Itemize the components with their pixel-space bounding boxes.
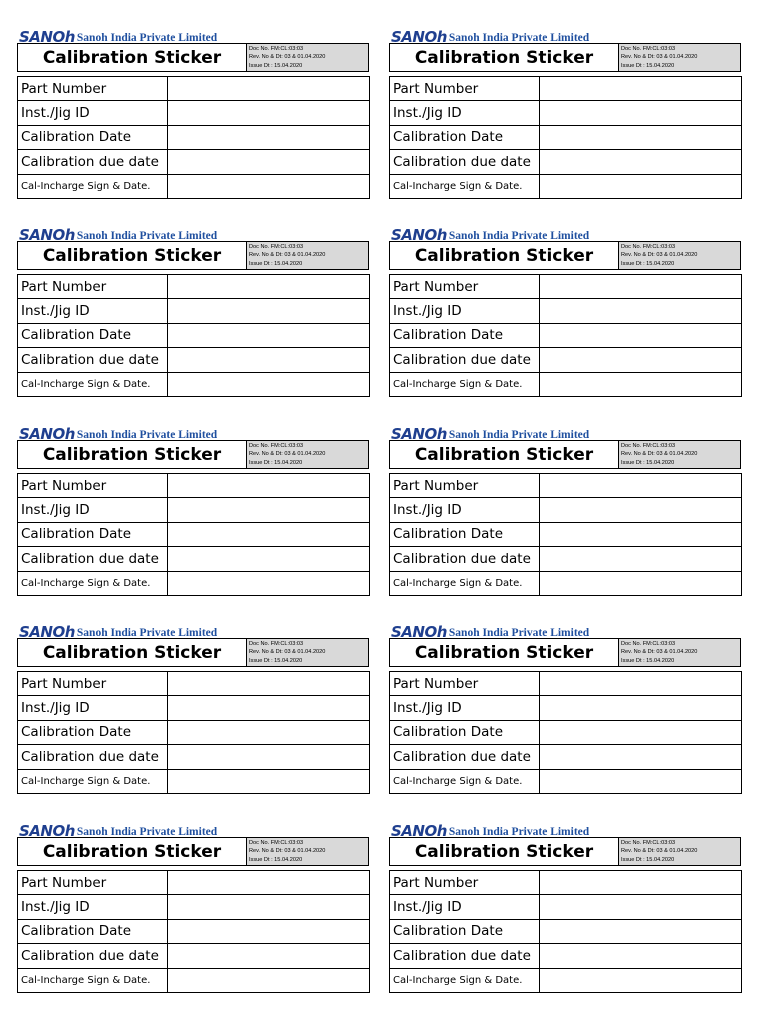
doc-number: Doc No. FM:CL:03:03 <box>249 46 304 52</box>
inst-jig-id-field[interactable] <box>540 299 742 323</box>
table-row <box>18 696 370 720</box>
table-row <box>390 769 742 793</box>
sanoh-logo: SANOh <box>19 822 75 840</box>
inst-jig-id-label: Inst./Jig ID <box>18 696 168 720</box>
calibration-date-field[interactable] <box>168 720 370 744</box>
cal-incharge-sign-label: Cal-Incharge Sign & Date. <box>390 372 540 396</box>
calibration-sticker <box>17 223 369 406</box>
table-row <box>18 323 370 347</box>
inst-jig-id-field[interactable] <box>168 299 370 323</box>
brand-header <box>19 620 217 640</box>
part-number-label: Part Number <box>390 672 540 696</box>
table-row <box>390 944 742 968</box>
sticker-title: Calibration Sticker <box>390 242 619 269</box>
calibration-due-date-label: Calibration due date <box>18 547 168 571</box>
part-number-field[interactable] <box>540 672 742 696</box>
document-control-box <box>247 242 368 269</box>
calibration-date-field[interactable] <box>168 125 370 149</box>
table-row <box>18 571 370 595</box>
inst-jig-id-field[interactable] <box>540 895 742 919</box>
cal-incharge-sign-field[interactable] <box>168 968 370 992</box>
cal-incharge-sign-label: Cal-Incharge Sign & Date. <box>390 174 540 198</box>
inst-jig-id-field[interactable] <box>540 696 742 720</box>
calibration-fields-table <box>17 870 370 993</box>
title-bar <box>17 638 369 667</box>
table-row <box>390 498 742 522</box>
company-name: Sanoh India Private Limited <box>448 826 590 838</box>
inst-jig-id-field[interactable] <box>168 498 370 522</box>
calibration-sticker <box>389 422 741 605</box>
calibration-sticker <box>389 620 741 803</box>
company-name: Sanoh India Private Limited <box>76 32 218 44</box>
sticker-title: Calibration Sticker <box>390 441 619 468</box>
revision-number: Rev. No & Dt: 03 & 01.04.2020 <box>249 451 326 458</box>
calibration-due-date-label: Calibration due date <box>390 547 540 571</box>
table-row <box>18 125 370 149</box>
doc-number: Doc No. FM:CL:03:03 <box>621 244 676 250</box>
calibration-fields-table <box>389 870 742 993</box>
table-row <box>18 968 370 992</box>
table-row <box>18 174 370 198</box>
table-row <box>390 919 742 943</box>
inst-jig-id-label: Inst./Jig ID <box>390 498 540 522</box>
issue-date: Issue Dt : 15.04.2020 <box>249 856 303 863</box>
table-row <box>390 77 742 101</box>
cal-incharge-sign-label: Cal-Incharge Sign & Date. <box>18 769 168 793</box>
calibration-fields-table <box>389 671 742 794</box>
sanoh-logo: SANOh <box>19 623 75 641</box>
calibration-sticker <box>17 25 369 208</box>
sanoh-logo: SANOh <box>391 822 447 840</box>
part-number-field[interactable] <box>540 871 742 895</box>
cal-incharge-sign-field[interactable] <box>540 174 742 198</box>
calibration-fields-table <box>389 274 742 397</box>
document-control-box <box>247 441 368 468</box>
calibration-due-date-field[interactable] <box>540 547 742 571</box>
table-row <box>390 696 742 720</box>
calibration-date-label: Calibration Date <box>18 323 168 347</box>
calibration-fields-table <box>17 671 370 794</box>
calibration-due-date-field[interactable] <box>168 150 370 174</box>
title-bar <box>389 440 741 469</box>
part-number-field[interactable] <box>168 474 370 498</box>
revision-number: Rev. No & Dt: 03 & 01.04.2020 <box>621 252 698 259</box>
title-bar <box>17 43 369 72</box>
sanoh-logo: SANOh <box>391 28 447 46</box>
cal-incharge-sign-field[interactable] <box>540 372 742 396</box>
table-row <box>390 275 742 299</box>
brand-header <box>391 620 589 640</box>
table-row <box>18 720 370 744</box>
brand-header <box>391 819 589 839</box>
revision-number: Rev. No & Dt: 03 & 01.04.2020 <box>249 252 326 259</box>
calibration-sticker <box>389 819 741 1002</box>
issue-date: Issue Dt : 15.04.2020 <box>621 459 675 466</box>
calibration-date-label: Calibration Date <box>18 522 168 546</box>
part-number-label: Part Number <box>390 77 540 101</box>
calibration-date-label: Calibration Date <box>390 323 540 347</box>
issue-date: Issue Dt : 15.04.2020 <box>249 62 303 69</box>
inst-jig-id-label: Inst./Jig ID <box>390 299 540 323</box>
document-control-box <box>619 44 740 71</box>
sticker-title: Calibration Sticker <box>18 441 247 468</box>
inst-jig-id-label: Inst./Jig ID <box>18 299 168 323</box>
calibration-fields-table <box>17 473 370 596</box>
table-row <box>18 299 370 323</box>
table-row <box>18 672 370 696</box>
calibration-due-date-label: Calibration due date <box>390 745 540 769</box>
part-number-field[interactable] <box>540 77 742 101</box>
cal-incharge-sign-field[interactable] <box>168 372 370 396</box>
revision-number: Rev. No & Dt: 03 & 01.04.2020 <box>249 649 326 656</box>
part-number-label: Part Number <box>390 275 540 299</box>
revision-number: Rev. No & Dt: 03 & 01.04.2020 <box>621 649 698 656</box>
company-name: Sanoh India Private Limited <box>448 429 590 441</box>
table-row <box>390 299 742 323</box>
part-number-label: Part Number <box>18 77 168 101</box>
part-number-field[interactable] <box>168 275 370 299</box>
sanoh-logo: SANOh <box>19 28 75 46</box>
table-row <box>18 348 370 372</box>
part-number-label: Part Number <box>18 672 168 696</box>
brand-header <box>391 422 589 442</box>
table-row <box>18 77 370 101</box>
inst-jig-id-label: Inst./Jig ID <box>390 101 540 125</box>
calibration-date-field[interactable] <box>540 125 742 149</box>
table-row <box>390 323 742 347</box>
issue-date: Issue Dt : 15.04.2020 <box>621 856 675 863</box>
calibration-due-date-label: Calibration due date <box>18 348 168 372</box>
title-bar <box>389 241 741 270</box>
part-number-label: Part Number <box>18 474 168 498</box>
cal-incharge-sign-label: Cal-Incharge Sign & Date. <box>18 174 168 198</box>
table-row <box>390 968 742 992</box>
calibration-due-date-label: Calibration due date <box>18 150 168 174</box>
table-row <box>390 720 742 744</box>
table-row <box>18 895 370 919</box>
part-number-field[interactable] <box>540 275 742 299</box>
calibration-date-label: Calibration Date <box>390 522 540 546</box>
inst-jig-id-label: Inst./Jig ID <box>18 101 168 125</box>
revision-number: Rev. No & Dt: 03 & 01.04.2020 <box>249 848 326 855</box>
brand-header <box>391 25 589 45</box>
calibration-due-date-label: Calibration due date <box>390 944 540 968</box>
calibration-due-date-field[interactable] <box>168 348 370 372</box>
doc-number: Doc No. FM:CL:03:03 <box>249 244 304 250</box>
issue-date: Issue Dt : 15.04.2020 <box>621 657 675 664</box>
doc-number: Doc No. FM:CL:03:03 <box>249 641 304 647</box>
part-number-field[interactable] <box>540 474 742 498</box>
calibration-due-date-field[interactable] <box>168 547 370 571</box>
calibration-date-field[interactable] <box>540 919 742 943</box>
inst-jig-id-field[interactable] <box>540 498 742 522</box>
calibration-fields-table <box>389 76 742 199</box>
table-row <box>18 275 370 299</box>
sticker-title: Calibration Sticker <box>18 838 247 865</box>
table-row <box>390 474 742 498</box>
calibration-due-date-label: Calibration due date <box>390 348 540 372</box>
table-row <box>18 372 370 396</box>
table-row <box>18 150 370 174</box>
doc-number: Doc No. FM:CL:03:03 <box>249 840 304 846</box>
calibration-sticker <box>389 223 741 406</box>
cal-incharge-sign-label: Cal-Incharge Sign & Date. <box>18 968 168 992</box>
part-number-field[interactable] <box>168 871 370 895</box>
doc-number: Doc No. FM:CL:03:03 <box>621 443 676 449</box>
sticker-title: Calibration Sticker <box>18 44 247 71</box>
sanoh-logo: SANOh <box>391 226 447 244</box>
cal-incharge-sign-field[interactable] <box>168 769 370 793</box>
calibration-fields-table <box>17 76 370 199</box>
doc-number: Doc No. FM:CL:03:03 <box>249 443 304 449</box>
sticker-title: Calibration Sticker <box>390 639 619 666</box>
revision-number: Rev. No & Dt: 03 & 01.04.2020 <box>249 54 326 61</box>
brand-header <box>19 223 217 243</box>
inst-jig-id-field[interactable] <box>168 895 370 919</box>
part-number-label: Part Number <box>18 871 168 895</box>
revision-number: Rev. No & Dt: 03 & 01.04.2020 <box>621 848 698 855</box>
document-control-box <box>247 838 368 865</box>
table-row <box>390 895 742 919</box>
cal-incharge-sign-field[interactable] <box>168 571 370 595</box>
cal-incharge-sign-field[interactable] <box>540 769 742 793</box>
issue-date: Issue Dt : 15.04.2020 <box>249 459 303 466</box>
brand-header <box>391 223 589 243</box>
issue-date: Issue Dt : 15.04.2020 <box>621 260 675 267</box>
sticker-title: Calibration Sticker <box>390 44 619 71</box>
table-row <box>390 672 742 696</box>
company-name: Sanoh India Private Limited <box>448 32 590 44</box>
table-row <box>18 769 370 793</box>
calibration-date-label: Calibration Date <box>18 720 168 744</box>
title-bar <box>17 440 369 469</box>
sanoh-logo: SANOh <box>19 226 75 244</box>
company-name: Sanoh India Private Limited <box>76 826 218 838</box>
document-control-box <box>619 242 740 269</box>
table-row <box>390 871 742 895</box>
cal-incharge-sign-field[interactable] <box>540 968 742 992</box>
calibration-due-date-field[interactable] <box>168 944 370 968</box>
table-row <box>390 150 742 174</box>
revision-number: Rev. No & Dt: 03 & 01.04.2020 <box>621 54 698 61</box>
sanoh-logo: SANOh <box>19 425 75 443</box>
calibration-date-field[interactable] <box>168 323 370 347</box>
table-row <box>390 547 742 571</box>
part-number-label: Part Number <box>390 474 540 498</box>
table-row <box>390 125 742 149</box>
calibration-due-date-field[interactable] <box>540 150 742 174</box>
calibration-date-label: Calibration Date <box>390 720 540 744</box>
doc-number: Doc No. FM:CL:03:03 <box>621 46 676 52</box>
part-number-field[interactable] <box>168 77 370 101</box>
sticker-title: Calibration Sticker <box>18 242 247 269</box>
calibration-due-date-field[interactable] <box>540 348 742 372</box>
table-row <box>390 174 742 198</box>
calibration-sticker <box>17 819 369 1002</box>
calibration-date-label: Calibration Date <box>18 125 168 149</box>
title-bar <box>17 241 369 270</box>
table-row <box>18 101 370 125</box>
inst-jig-id-label: Inst./Jig ID <box>18 895 168 919</box>
issue-date: Issue Dt : 15.04.2020 <box>249 657 303 664</box>
document-control-box <box>619 838 740 865</box>
sanoh-logo: SANOh <box>391 623 447 641</box>
calibration-date-field[interactable] <box>168 919 370 943</box>
doc-number: Doc No. FM:CL:03:03 <box>621 840 676 846</box>
table-row <box>390 522 742 546</box>
calibration-due-date-label: Calibration due date <box>18 745 168 769</box>
company-name: Sanoh India Private Limited <box>76 627 218 639</box>
title-bar <box>389 43 741 72</box>
cal-incharge-sign-field[interactable] <box>168 174 370 198</box>
company-name: Sanoh India Private Limited <box>76 230 218 242</box>
inst-jig-id-label: Inst./Jig ID <box>18 498 168 522</box>
calibration-date-field[interactable] <box>540 720 742 744</box>
part-number-label: Part Number <box>18 275 168 299</box>
document-control-box <box>619 441 740 468</box>
calibration-sticker <box>17 422 369 605</box>
table-row <box>390 101 742 125</box>
calibration-date-field[interactable] <box>540 522 742 546</box>
company-name: Sanoh India Private Limited <box>76 429 218 441</box>
title-bar <box>389 837 741 866</box>
calibration-due-date-field[interactable] <box>540 745 742 769</box>
cal-incharge-sign-label: Cal-Incharge Sign & Date. <box>18 372 168 396</box>
calibration-date-label: Calibration Date <box>390 125 540 149</box>
calibration-date-field[interactable] <box>168 522 370 546</box>
issue-date: Issue Dt : 15.04.2020 <box>621 62 675 69</box>
inst-jig-id-field[interactable] <box>540 101 742 125</box>
calibration-due-date-label: Calibration due date <box>18 944 168 968</box>
brand-header <box>19 819 217 839</box>
cal-incharge-sign-label: Cal-Incharge Sign & Date. <box>18 571 168 595</box>
calibration-sticker <box>17 620 369 803</box>
table-row <box>18 498 370 522</box>
part-number-label: Part Number <box>390 871 540 895</box>
table-row <box>18 547 370 571</box>
inst-jig-id-label: Inst./Jig ID <box>390 696 540 720</box>
company-name: Sanoh India Private Limited <box>448 627 590 639</box>
company-name: Sanoh India Private Limited <box>448 230 590 242</box>
calibration-due-date-field[interactable] <box>168 745 370 769</box>
table-row <box>18 871 370 895</box>
part-number-field[interactable] <box>168 672 370 696</box>
sanoh-logo: SANOh <box>391 425 447 443</box>
brand-header <box>19 25 217 45</box>
calibration-due-date-label: Calibration due date <box>390 150 540 174</box>
table-row <box>18 745 370 769</box>
table-row <box>390 348 742 372</box>
cal-incharge-sign-label: Cal-Incharge Sign & Date. <box>390 968 540 992</box>
calibration-fields-table <box>389 473 742 596</box>
sticker-title: Calibration Sticker <box>390 838 619 865</box>
issue-date: Issue Dt : 15.04.2020 <box>249 260 303 267</box>
cal-incharge-sign-label: Cal-Incharge Sign & Date. <box>390 571 540 595</box>
table-row <box>390 745 742 769</box>
cal-incharge-sign-label: Cal-Incharge Sign & Date. <box>390 769 540 793</box>
revision-number: Rev. No & Dt: 03 & 01.04.2020 <box>621 451 698 458</box>
document-control-box <box>247 639 368 666</box>
calibration-date-label: Calibration Date <box>390 919 540 943</box>
sticker-title: Calibration Sticker <box>18 639 247 666</box>
calibration-sticker <box>389 25 741 208</box>
cal-incharge-sign-field[interactable] <box>540 571 742 595</box>
title-bar <box>389 638 741 667</box>
inst-jig-id-field[interactable] <box>168 101 370 125</box>
document-control-box <box>247 44 368 71</box>
inst-jig-id-field[interactable] <box>168 696 370 720</box>
inst-jig-id-label: Inst./Jig ID <box>390 895 540 919</box>
table-row <box>18 474 370 498</box>
table-row <box>18 919 370 943</box>
table-row <box>18 522 370 546</box>
calibration-date-field[interactable] <box>540 323 742 347</box>
table-row <box>390 372 742 396</box>
calibration-date-label: Calibration Date <box>18 919 168 943</box>
document-control-box <box>619 639 740 666</box>
table-row <box>18 944 370 968</box>
title-bar <box>17 837 369 866</box>
table-row <box>390 571 742 595</box>
doc-number: Doc No. FM:CL:03:03 <box>621 641 676 647</box>
brand-header <box>19 422 217 442</box>
calibration-fields-table <box>17 274 370 397</box>
calibration-due-date-field[interactable] <box>540 944 742 968</box>
